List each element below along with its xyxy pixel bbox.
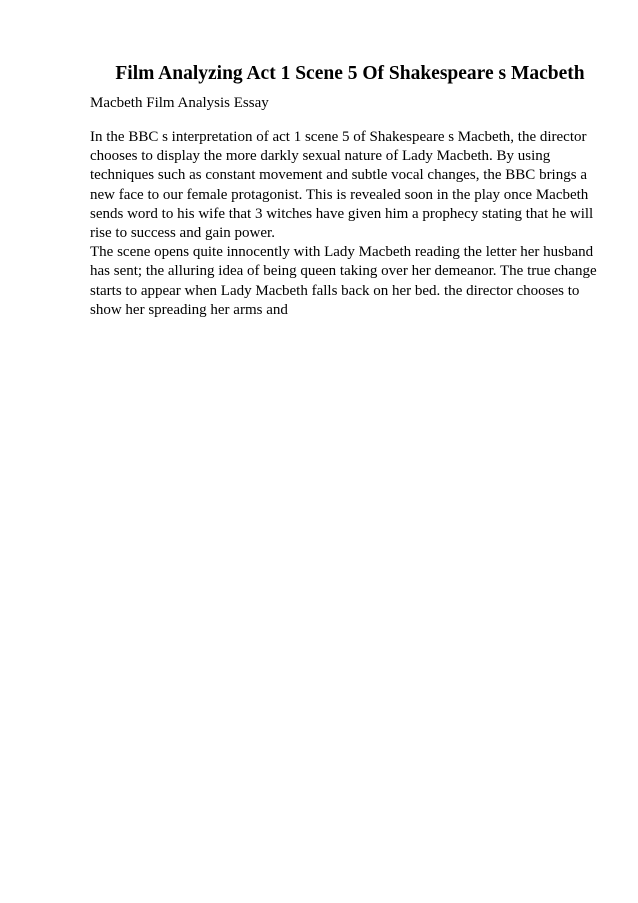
body-line: sends word to his wife that 3 witches have given him a prophecy stating that he will — [90, 205, 594, 222]
body-line: chooses to display the more darkly sexual nature of Lady Macbeth. By using — [90, 148, 551, 165]
body-line: techniques such as constant movement and subtle vocal changes, the BBC brings a — [90, 167, 587, 184]
document-body — [90, 128, 610, 320]
body-line: has sent; the alluring idea of being queen taking over her demeanor. The true change — [90, 263, 597, 280]
body-line: In the BBC s interpretation of act 1 scene 5 of Shakespeare s Macbeth, the director — [90, 129, 587, 145]
document-subtitle: Macbeth Film Analysis Essay — [90, 95, 269, 111]
body-line: show her spreading her arms and — [90, 301, 288, 318]
document-title: Film Analyzing Act 1 Scene 5 Of Shakespeare s Macbeth — [115, 63, 585, 84]
body-line: The scene opens quite innocently with Lady Macbeth reading the letter her husband — [90, 244, 594, 261]
body-line: starts to appear when Lady Macbeth falls back on her bed. the director chooses to — [90, 282, 580, 299]
body-line: new face to our female protagonist. This is revealed soon in the play once Macbeth — [90, 186, 589, 203]
body-line: rise to success and gain power. — [90, 225, 275, 242]
